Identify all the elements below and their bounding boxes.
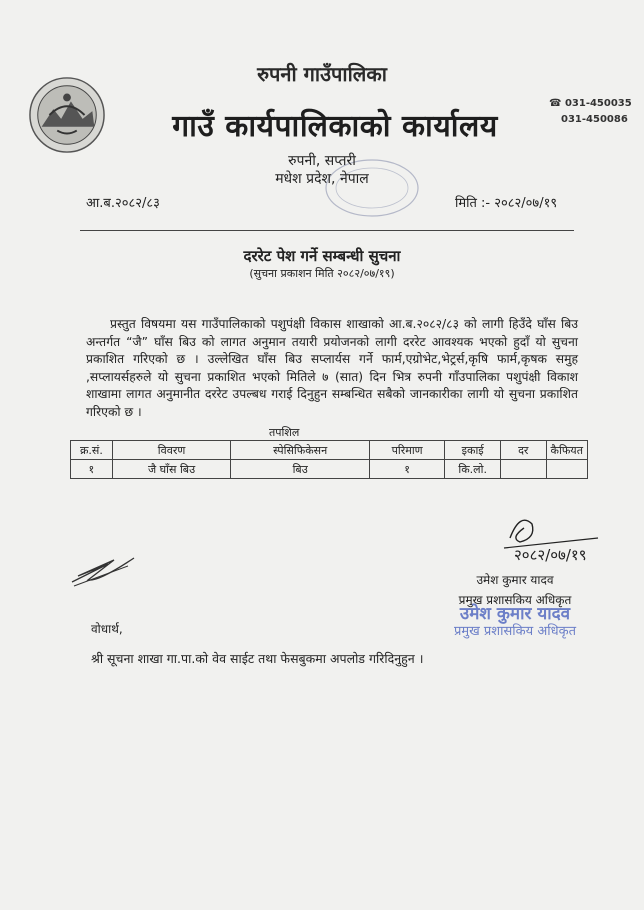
table-header: क्र.सं. [71, 441, 113, 460]
table-row [71, 460, 588, 479]
stamp-name: उमेश कुमार यादव [459, 604, 571, 624]
table-header: विवरण [112, 441, 231, 460]
table-header: इकाई [445, 441, 501, 460]
table-header: स्पेसिफिकेसन [231, 441, 370, 460]
phone-numbers [549, 96, 632, 128]
table-header-row [71, 441, 588, 460]
address-line-1: रुपनी, सप्तरी [288, 153, 356, 169]
officer-signature-icon [480, 508, 600, 568]
nepal-government-emblem-icon [28, 76, 106, 154]
fiscal-year: आ.ब.२०८२/८३ [86, 196, 160, 211]
table-cell: १ [71, 460, 113, 479]
initial-signature-icon [68, 552, 138, 592]
table-cell: कि.लो. [445, 460, 501, 479]
telephone-icon: ☎ [549, 98, 562, 109]
table-header: कैफियत [546, 441, 587, 460]
table-cell: बिउ [231, 460, 370, 479]
cc-label: वोधार्थ, [91, 622, 123, 636]
handwritten-date: २०८२/०७/१९ [514, 546, 587, 564]
officer-stamp [430, 606, 600, 640]
signer-name: उमेश कुमार यादव [476, 573, 554, 587]
table-caption: तपशिल [269, 426, 300, 439]
office-address [0, 152, 644, 188]
table-cell: जै घाँस बिउ [112, 460, 231, 479]
notice-date: मिति :- २०८२/०७/१९ [455, 196, 558, 211]
address-line-2: मधेश प्रदेश, नेपाल [275, 171, 369, 187]
office-title: गाउँ कार्यपालिकाको कार्यालय [172, 109, 498, 144]
notice-subtitle: (सुचना प्रकाशन मिति २०८२/०७/१९) [249, 267, 395, 280]
table-cell [501, 460, 547, 479]
specification-table [70, 440, 588, 479]
notice-body: प्रस्तुत विषयमा यस गाउँपालिकाको पशुपंक्षी विकास शाखाको आ.ब.२०८२/८३ को लागी हिउँदे घाँस बिउ अन्तर्गत “जै” घाँस बिउ को लागत अनुमान तयारी प्रयोजनको लागी दररेट आवश्यक भएको हुदाँ यो सुचना प्रकाशित गरिएको छ । उल्लेखित घाँस बिउ सप्लार्यस गर्ने फार्म,एग्रोभेट,भेट्रर्स,कृषि फार्म,कृषक समुह ,सप्लायर्सहरुले यो सुचना प्रकाशित भएको मितिले ७ (सात) दिन भित्र रुपनी गाँउपालिका पशुपंक्षी विकाश शाखामा लागत अनुमानीत दररेट उपल्बध गराई दिनुहुन सम्बन्धित सबैको जानकारीका लागी यो सुचना प्रकाशित गरिएको छ । [86, 317, 578, 419]
table-header: दर [501, 441, 547, 460]
office-name: रुपनी गाउँपालिका [257, 62, 387, 86]
table-cell: १ [369, 460, 444, 479]
stamp-designation: प्रमुख प्रशासकिय अधिकृत [453, 624, 577, 639]
cc-text: श्री सूचना शाखा गा.पा.को वेव साईट तथा फेसबुकमा अपलोड गरिदिनुहुन । [91, 651, 424, 666]
phone-number-1: 031-450035 [564, 98, 632, 109]
phone-number-2: 031-450086 [561, 114, 628, 125]
table-header: परिमाण [369, 441, 444, 460]
header-divider [80, 230, 574, 231]
notice-title: दररेट पेश गर्ने सम्बन्धी सुचना [243, 247, 401, 265]
signer-designation: प्रमुख प्रशासकिय अधिकृत [458, 593, 572, 607]
table-cell [546, 460, 587, 479]
